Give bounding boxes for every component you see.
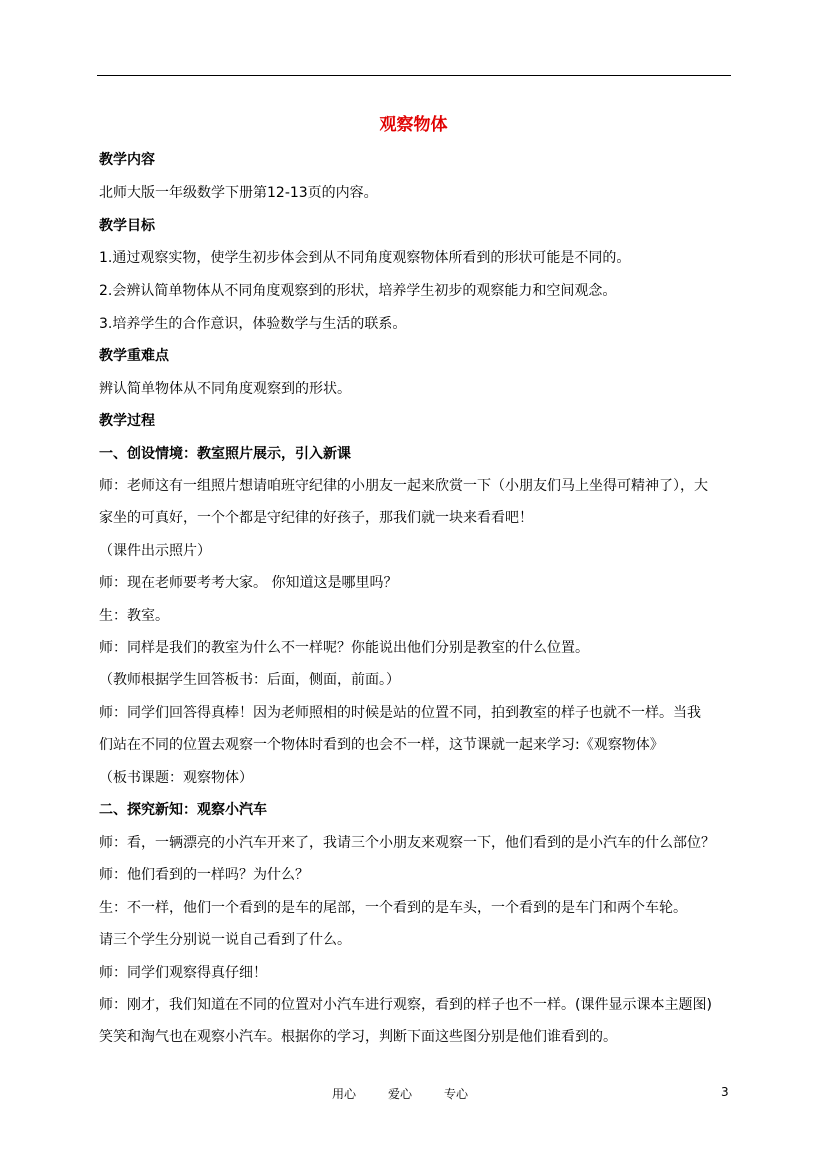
paragraph-line: 师：老师这有一组照片想请咱班守纪律的小朋友一起来欣赏一下（小朋友们马上坐得可精神了），大 [99, 478, 708, 494]
paragraph-line: 师：同学们回答得真棒！因为老师照相的时候是站的位置不同，拍到教室的样子也就不一样。当我 [99, 705, 701, 721]
paragraph-line: （课件出示照片） [99, 543, 211, 559]
header-rule [97, 75, 731, 76]
heading-part-1: 一、创设情境：教室照片展示，引入新课 [99, 446, 351, 462]
paragraph-line: 师：同学们观察得真仔细！ [99, 965, 267, 981]
heading-goals: 教学目标 [99, 218, 155, 234]
footer-word-3: 专心 [444, 1087, 469, 1101]
footer-word-1: 用心 [332, 1087, 357, 1101]
paragraph-line: 生：教室。 [99, 608, 169, 624]
paragraph-key-points: 辨认简单物体从不同角度观察到的形状。 [99, 381, 351, 397]
paragraph-line: （教师根据学生回答板书：后面，侧面，前面。） [99, 672, 400, 688]
page-number: 3 [721, 1085, 729, 1099]
paragraph-line: 师：看，一辆漂亮的小汽车开来了，我请三个小朋友来观察一下，他们看到的是小汽车的什么部位？ [99, 835, 715, 851]
paragraph-line: （板书课题：观察物体） [99, 770, 253, 786]
paragraph-line: 师：刚才，我们知道在不同的位置对小汽车进行观察，看到的样子也不一样。(课件显示课本主题图) [99, 997, 712, 1013]
footer-word-2: 爱心 [388, 1087, 413, 1101]
paragraph-line: 师：同样是我们的教室为什么不一样呢？你能说出他们分别是教室的什么位置。 [99, 640, 589, 656]
paragraph-line: 请三个学生分别说一说自己看到了什么。 [99, 932, 351, 948]
goal-item-1: 1.通过观察实物，使学生初步体会到从不同角度观察物体所看到的形状可能是不同的。 [99, 250, 631, 266]
heading-process: 教学过程 [99, 413, 155, 429]
paragraph-line: 家坐的可真好，一个个都是守纪律的好孩子，那我们就一块来看看吧！ [99, 510, 533, 526]
paragraph-line: 生：不一样，他们一个看到的是车的尾部，一个看到的是车头，一个看到的是车门和两个车轮。 [99, 900, 687, 916]
page-title: 观察物体 [379, 115, 448, 135]
heading-part-2: 二、探究新知：观察小汽车 [99, 802, 267, 818]
heading-content: 教学内容 [99, 152, 155, 168]
paragraph-line: 们站在不同的位置去观察一个物体时看到的也会不一样，这节课就一起来学习:《观察物体》 [99, 737, 664, 753]
goal-item-2: 2.会辨认简单物体从不同角度观察到的形状，培养学生初步的观察能力和空间观念。 [99, 283, 617, 299]
goal-item-3: 3.培养学生的合作意识，体验数学与生活的联系。 [99, 316, 407, 332]
paragraph-line: 笑笑和淘气也在观察小汽车。根据你的学习，判断下面这些图分别是他们谁看到的。 [99, 1029, 617, 1045]
heading-key-points: 教学重难点 [99, 348, 169, 364]
paragraph-line: 师：他们看到的一样吗？为什么？ [99, 867, 309, 883]
paragraph-line: 师：现在老师要考考大家。 你知道这是哪里吗？ [99, 575, 398, 591]
paragraph-content: 北师大版一年级数学下册第12-13页的内容。 [99, 185, 378, 201]
